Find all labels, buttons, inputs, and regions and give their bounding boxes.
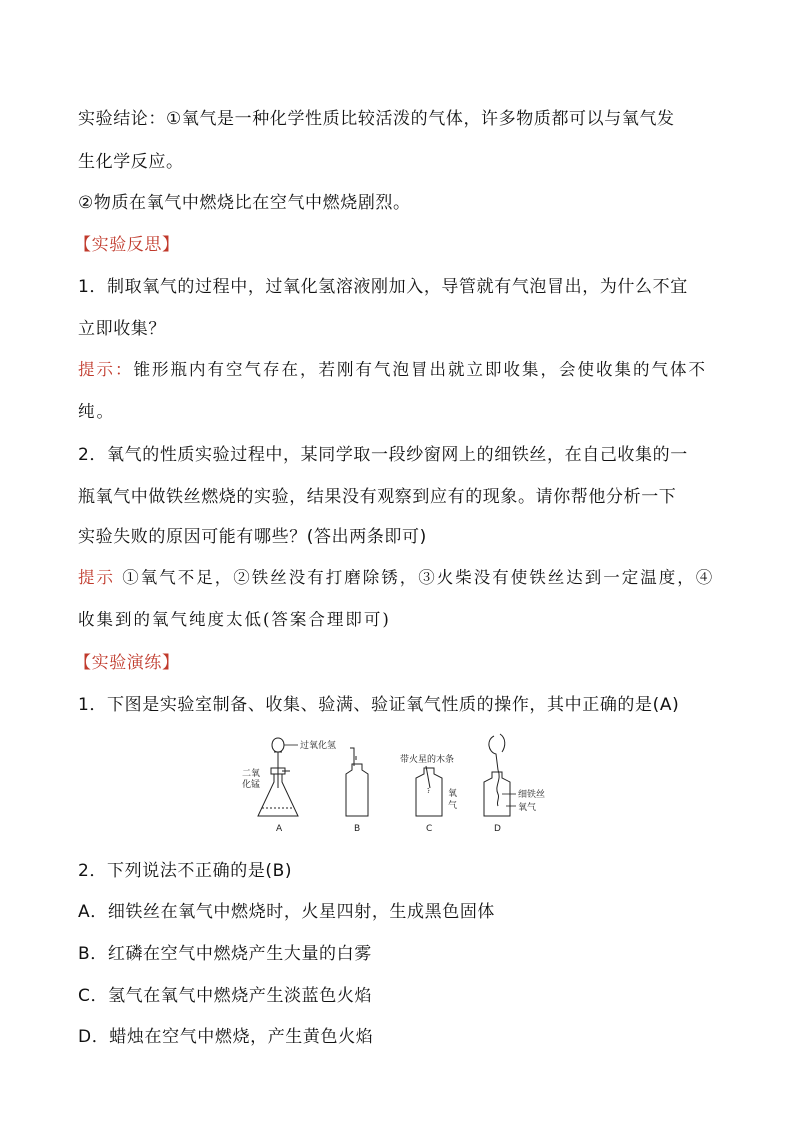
label-wire: 细铁丝 <box>518 790 546 800</box>
label-c: C <box>426 824 433 834</box>
question-2-line-2: 瓶氧气中做铁丝燃烧的实验，结果没有观察到应有的现象。请你帮他分析一下 <box>78 487 677 507</box>
apparatus-c <box>416 766 442 816</box>
option-d: D．蜡烛在空气中燃烧，产生黄色火焰 <box>78 1027 374 1047</box>
label-splint: 带火星的木条 <box>400 755 455 765</box>
label-h2o2: 过氧化氢 <box>300 741 337 751</box>
hint-2-line-2: 收集到的氧气纯度太低(答案合理即可) <box>78 610 391 629</box>
label-mno2-1: 二氧 <box>242 769 261 779</box>
option-c: C．氢气在氧气中燃烧产生淡蓝色火焰 <box>78 986 373 1006</box>
hint-1-line-2: 纯。 <box>78 402 115 421</box>
conclusion-line-2: 生化学反应。 <box>78 152 184 172</box>
label-oxygen-c-2: 气 <box>448 801 458 811</box>
apparatus-b <box>346 748 368 816</box>
conclusion-line-3: ②物质在氧气中燃烧比在空气中燃烧剧烈。 <box>78 193 411 213</box>
label-b: B <box>354 824 361 834</box>
question-2-line-1: 2．氧气的性质实验过程中，某同学取一段纱窗网上的细铁丝，在自己收集的一 <box>78 445 688 465</box>
label-oxygen-d: 氧气 <box>518 803 537 813</box>
label-oxygen-c-1: 氧 <box>448 789 458 799</box>
practice-question-1: 1．下图是实验室制备、收集、验满、验证氧气性质的操作，其中正确的是(A) <box>78 695 680 715</box>
label-mno2-2: 化锰 <box>242 780 261 790</box>
apparatus-figure <box>240 730 560 840</box>
apparatus-a <box>258 738 298 816</box>
option-a: A．细铁丝在氧气中燃烧时，火星四射，生成黑色固体 <box>78 902 496 922</box>
hint-2-label: 提示 <box>78 568 115 587</box>
question-1-line-1: 1．制取氧气的过程中，过氧化氢溶液刚加入，导管就有气泡冒出，为什么不宜 <box>78 277 688 297</box>
practice-heading: 【实验演练】 <box>74 653 180 673</box>
hint-1-label: 提示： <box>78 360 134 379</box>
option-b: B．红磷在空气中燃烧产生大量的白雾 <box>78 944 372 964</box>
hint-1-line-1: 提示：锥形瓶内有空气存在，若刚有气泡冒出就立即收集，会使收集的气体不 <box>78 360 707 379</box>
question-1-line-2: 立即收集？ <box>78 319 166 339</box>
label-d: D <box>494 824 501 834</box>
practice-question-2: 2．下列说法不正确的是(B) <box>78 861 293 881</box>
hint-2-line-1: 提示 ①氧气不足，②铁丝没有打磨除锈，③火柴没有使铁丝达到一定温度，④ <box>78 568 715 587</box>
conclusion-line-1: 实验结论：①氧气是一种化学性质比较活泼的气体，许多物质都可以与氧气发 <box>78 109 675 129</box>
apparatus-d <box>484 734 510 816</box>
reflection-heading: 【实验反思】 <box>74 235 180 255</box>
label-a: A <box>276 824 283 834</box>
question-2-line-3: 实验失败的原因可能有哪些？(答出两条即可) <box>78 527 427 547</box>
